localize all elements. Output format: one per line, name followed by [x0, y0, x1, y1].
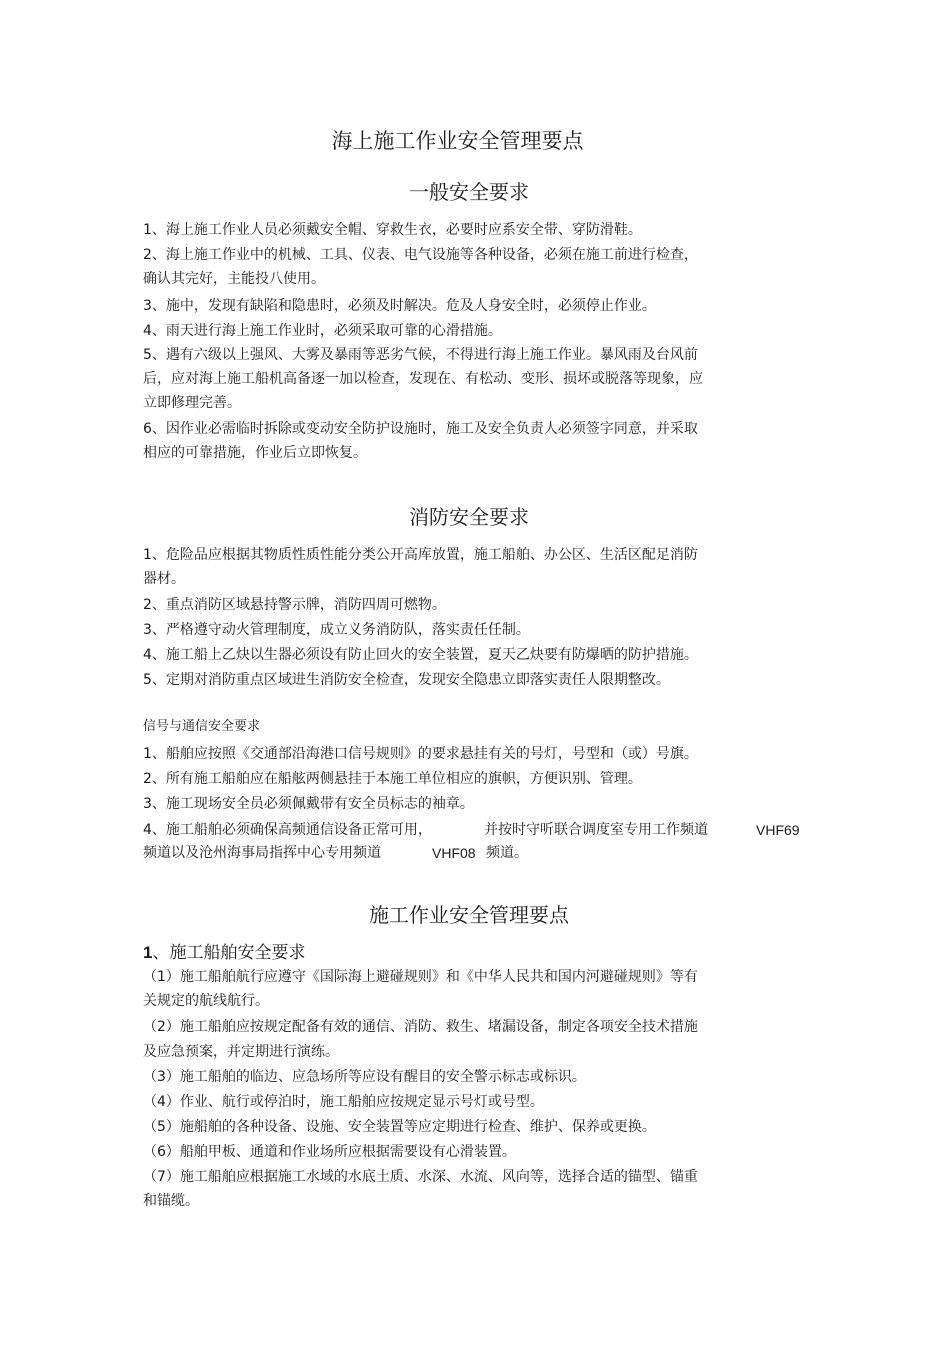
text-line: 3、严格遵守动火管理制度，成立义务消防队，落实责任任制。 [143, 622, 530, 638]
section-heading-signal: 信号与通信安全要求 [143, 719, 261, 734]
subsection-heading [143, 942, 305, 964]
section-heading-construction: 施工作业安全管理要点 [369, 903, 569, 927]
text-line: 频道。 [486, 845, 528, 861]
text-line: 4、雨天进行海上施工作业时，必须采取可靠的心滑措施。 [143, 323, 502, 339]
text-line: （1）施工船舶航行应遵守《国际海上避碰规则》和《中华人民共和国内河避碰规则》等有 [143, 969, 698, 985]
text-line: （6）船舶甲板、通道和作业场所应根据需要设有心滑装置。 [143, 1144, 516, 1160]
text-line: 3、施中，发现有缺陷和隐患时，必须及时解决。危及人身安全时，必须停止作业。 [143, 298, 656, 314]
text-line: （5）施船舶的各种设备、设施、安全装置等应定期进行检查、维护、保养或更换。 [143, 1119, 656, 1135]
text-line: 4、施工船上乙炔以生器必须设有防止回火的安全装置，夏天乙炔要有防爆晒的防护措施。 [143, 647, 698, 663]
text-line: 5、遇有六级以上强风、大雾及暴雨等恶劣气候，不得进行海上施工作业。暴风雨及台风前 [143, 347, 698, 363]
section-heading-fire: 消防安全要求 [409, 505, 529, 529]
text-line: 6、因作业必需临时拆除或变动安全防护设施时，施工及安全负责人必须签字同意，并采取 [143, 421, 698, 437]
text-line: （7）施工船舶应根据施工水域的水底土质、水深、水流、风向等，选择合适的锚型、锚重 [143, 1169, 698, 1185]
channel-code: VHF08 [432, 845, 476, 861]
page-title: 海上施工作业安全管理要点 [331, 129, 584, 153]
text-line: 相应的可靠措施，作业后立即恢复。 [143, 445, 367, 461]
text-line: 器材。 [143, 571, 185, 587]
text-line: （4）作业、航行或停泊时，施工船舶应按规定显示号灯或号型。 [143, 1094, 544, 1110]
subsection-title: 、施工船舶安全要求 [152, 943, 306, 963]
text-line: 和锚缆。 [143, 1193, 199, 1209]
text-line: 及应急预案，并定期进行演练。 [143, 1044, 339, 1060]
text-line: 立即修理完善。 [143, 395, 241, 411]
text-line: （2）施工船舶应按规定配备有效的通信、消防、救生、堵漏设备，制定各项安全技术措施 [143, 1019, 698, 1035]
text-line: 并按时守听联合调度室专用工作频道 [484, 822, 708, 838]
text-line: 2、海上施工作业中的机械、工具、仪表、电气设施等各种设备，必须在施工前进行检查， [143, 247, 698, 263]
text-line: 4、施工船舶必须确保高频通信设备正常可用， [143, 822, 432, 838]
text-line: （3）施工船舶的临边、应急场所等应设有醒目的安全警示标志或标识。 [143, 1069, 586, 1085]
text-line: 后，应对海上施工船机高备逐一加以检查，发现在、有松动、变形、损坏或脱落等现象，应 [143, 371, 703, 387]
text-line: 1、海上施工作业人员必须戴安全帽、穿救生衣，必要时应系安全带、穿防滑鞋。 [143, 222, 642, 238]
text-line: 频道以及沧州海事局指挥中心专用频道 [143, 845, 381, 861]
text-line: 3、施工现场安全员必须佩戴带有安全员标志的袖章。 [143, 796, 474, 812]
subsection-number: 1 [143, 943, 153, 962]
text-line: 确认其完好，主能投八使用。 [143, 271, 325, 287]
text-line: 2、重点消防区域悬持警示牌，消防四周可燃物。 [143, 597, 446, 613]
section-heading-general: 一般安全要求 [409, 180, 529, 204]
text-line: 1、危险品应根据其物质性质性能分类公开高库放置，施工船舶、办公区、生活区配足消防 [143, 547, 698, 563]
text-line: 关规定的航线航行。 [143, 993, 269, 1009]
text-line: 2、所有施工船舶应在船舷两侧悬挂于本施工单位相应的旗帜，方便识别、管理。 [143, 771, 642, 787]
channel-code: VHF69 [756, 822, 800, 838]
text-line: 5、定期对消防重点区域进生消防安全检查，发现安全隐患立即落实责任人限期整改。 [143, 672, 670, 688]
text-line: 1、船舶应按照《交通部沿海港口信号规则》的要求悬挂有关的号灯，号型和（或）号旗。 [143, 746, 698, 762]
